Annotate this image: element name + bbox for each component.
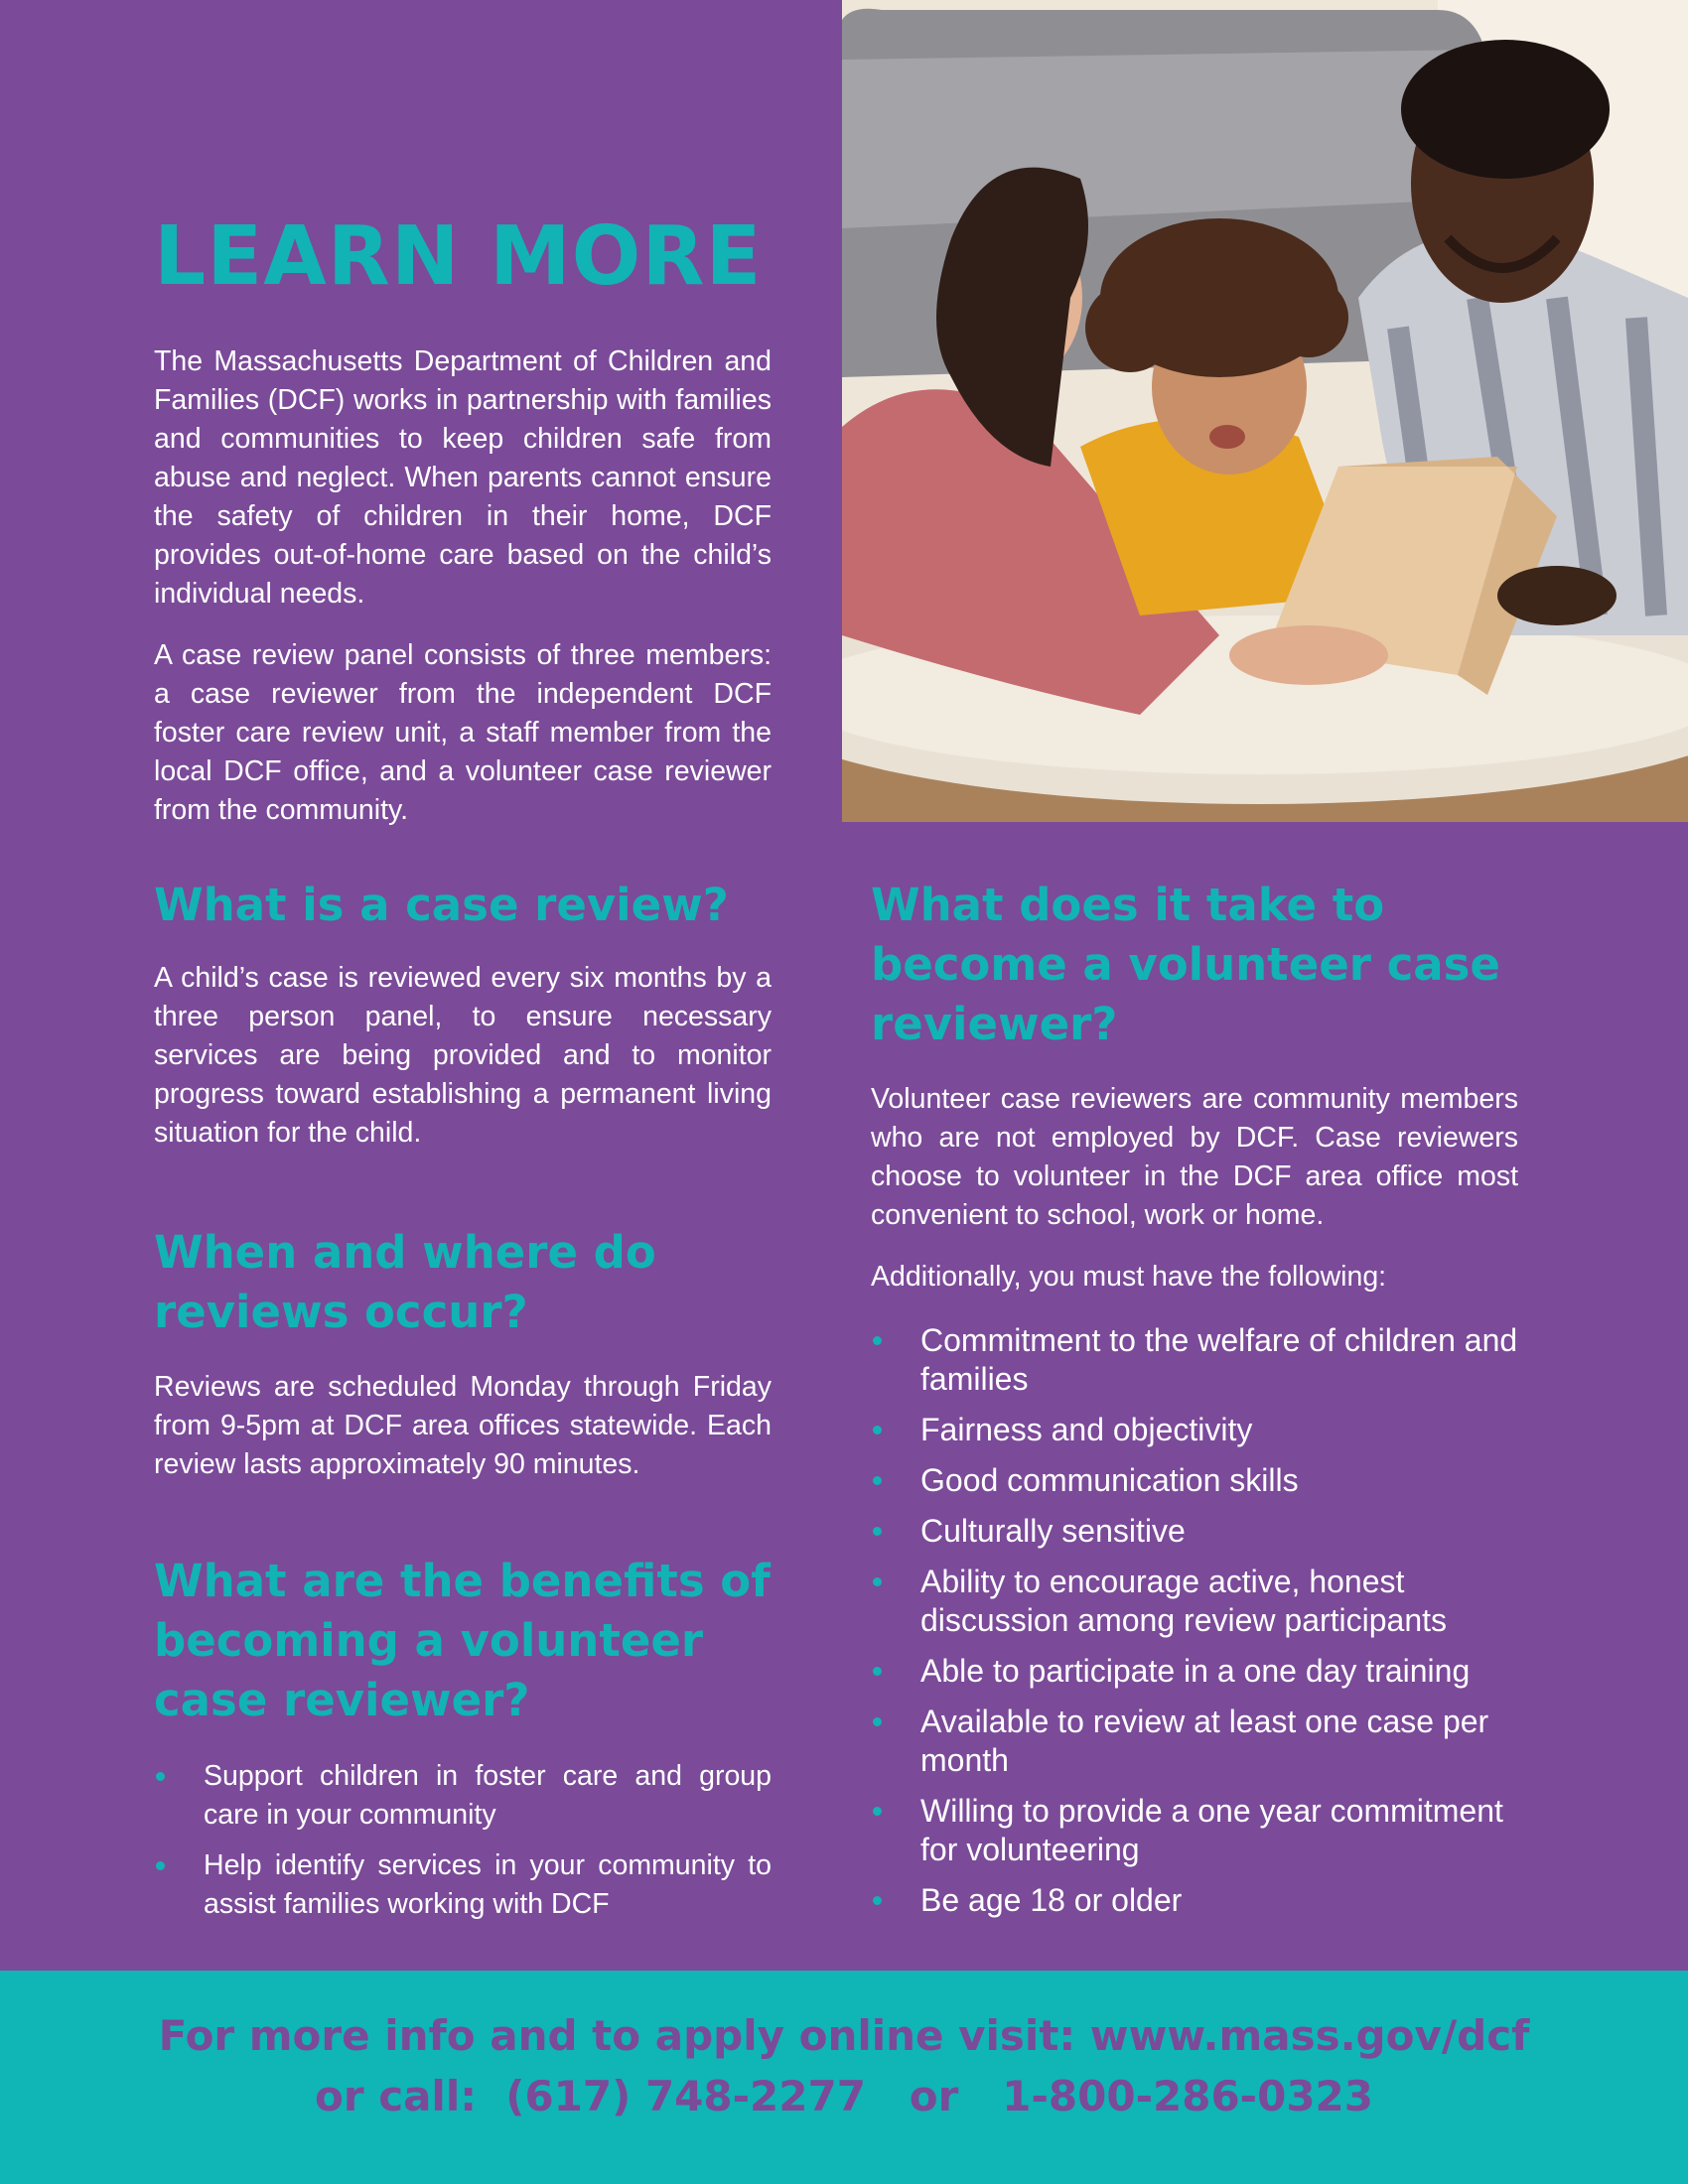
bullet-icon bbox=[873, 1717, 882, 1726]
case-review-heading: What is a case review? bbox=[154, 879, 729, 931]
list-item: Fairness and objectivity bbox=[871, 1411, 1526, 1449]
benefits-heading: What are the benefits of becoming a volunteer case reviewer? bbox=[154, 1555, 771, 1726]
list-item: Be age 18 or older bbox=[871, 1881, 1526, 1920]
bullet-icon bbox=[873, 1527, 882, 1536]
family-reading-photo bbox=[842, 0, 1688, 822]
when-where-heading: When and where do reviews occur? bbox=[154, 1226, 656, 1338]
bullet-icon bbox=[873, 1577, 882, 1586]
list-item: Help identify services in your community to assist families working with DCF bbox=[154, 1846, 772, 1924]
list-item: Good communication skills bbox=[871, 1461, 1526, 1500]
requirements-list bbox=[871, 1321, 1526, 1932]
benefits-list bbox=[154, 1757, 772, 1936]
bullet-icon bbox=[156, 1772, 165, 1781]
list-item: Willing to provide a one year commitment for volunteering bbox=[871, 1792, 1526, 1869]
bullet-icon bbox=[873, 1807, 882, 1816]
intro-paragraph-1: The Massachusetts Department of Children and Families (DCF) works in partnership with families and communities to keep children safe from abuse and neglect. When parents cannot ensure the safety of children in their home, DCF provides out-of-home care based on the child’s individual needs. bbox=[154, 345, 772, 610]
requirements-body: Volunteer case reviewers are community members who are not employed by DCF. Case reviewers choose to volunteer in the DCF area office most convenient to school, work or home. bbox=[871, 1083, 1518, 1231]
list-item: Support children in foster care and group care in your community bbox=[154, 1757, 772, 1835]
bullet-icon bbox=[873, 1476, 882, 1485]
bullet-icon bbox=[873, 1336, 882, 1345]
bullet-icon bbox=[156, 1861, 165, 1870]
requirements-intro: Additionally, you must have the following: bbox=[871, 1261, 1387, 1293]
case-review-body: A child’s case is reviewed every six months by a three person panel, to ensure necessary services are being provided and to monitor progress toward establishing a permanent living situation for the child. bbox=[154, 962, 772, 1149]
page-title: LEARN MORE bbox=[154, 209, 763, 304]
phone-line[interactable]: or call: (617) 748-2277 or 1-800-286-0323 bbox=[315, 2072, 1373, 2120]
bullet-icon bbox=[873, 1667, 882, 1676]
when-where-body: Reviews are scheduled Monday through Friday from 9-5pm at DCF area offices statewide. Each review lasts approximately 90 minutes. bbox=[154, 1371, 772, 1480]
list-item: Commitment to the welfare of children and families bbox=[871, 1321, 1526, 1399]
list-item: Ability to encourage active, honest discussion among review participants bbox=[871, 1563, 1526, 1640]
bullet-icon bbox=[873, 1426, 882, 1434]
bullet-icon bbox=[873, 1896, 882, 1905]
list-item: Able to participate in a one day training bbox=[871, 1652, 1526, 1691]
requirements-heading: What does it take to become a volunteer case reviewer? bbox=[871, 879, 1500, 1050]
intro-paragraph-2: A case review panel consists of three members: a case reviewer from the independent DCF foster care review unit, a staff member from the local DCF office, and a volunteer case reviewer from the community. bbox=[154, 639, 772, 826]
list-item: Culturally sensitive bbox=[871, 1512, 1526, 1551]
list-item: Available to review at least one case per month bbox=[871, 1703, 1526, 1780]
contact-footer bbox=[0, 1971, 1688, 2184]
website-line[interactable]: For more info and to apply online visit: www.mass.gov/dcf bbox=[158, 2011, 1530, 2060]
